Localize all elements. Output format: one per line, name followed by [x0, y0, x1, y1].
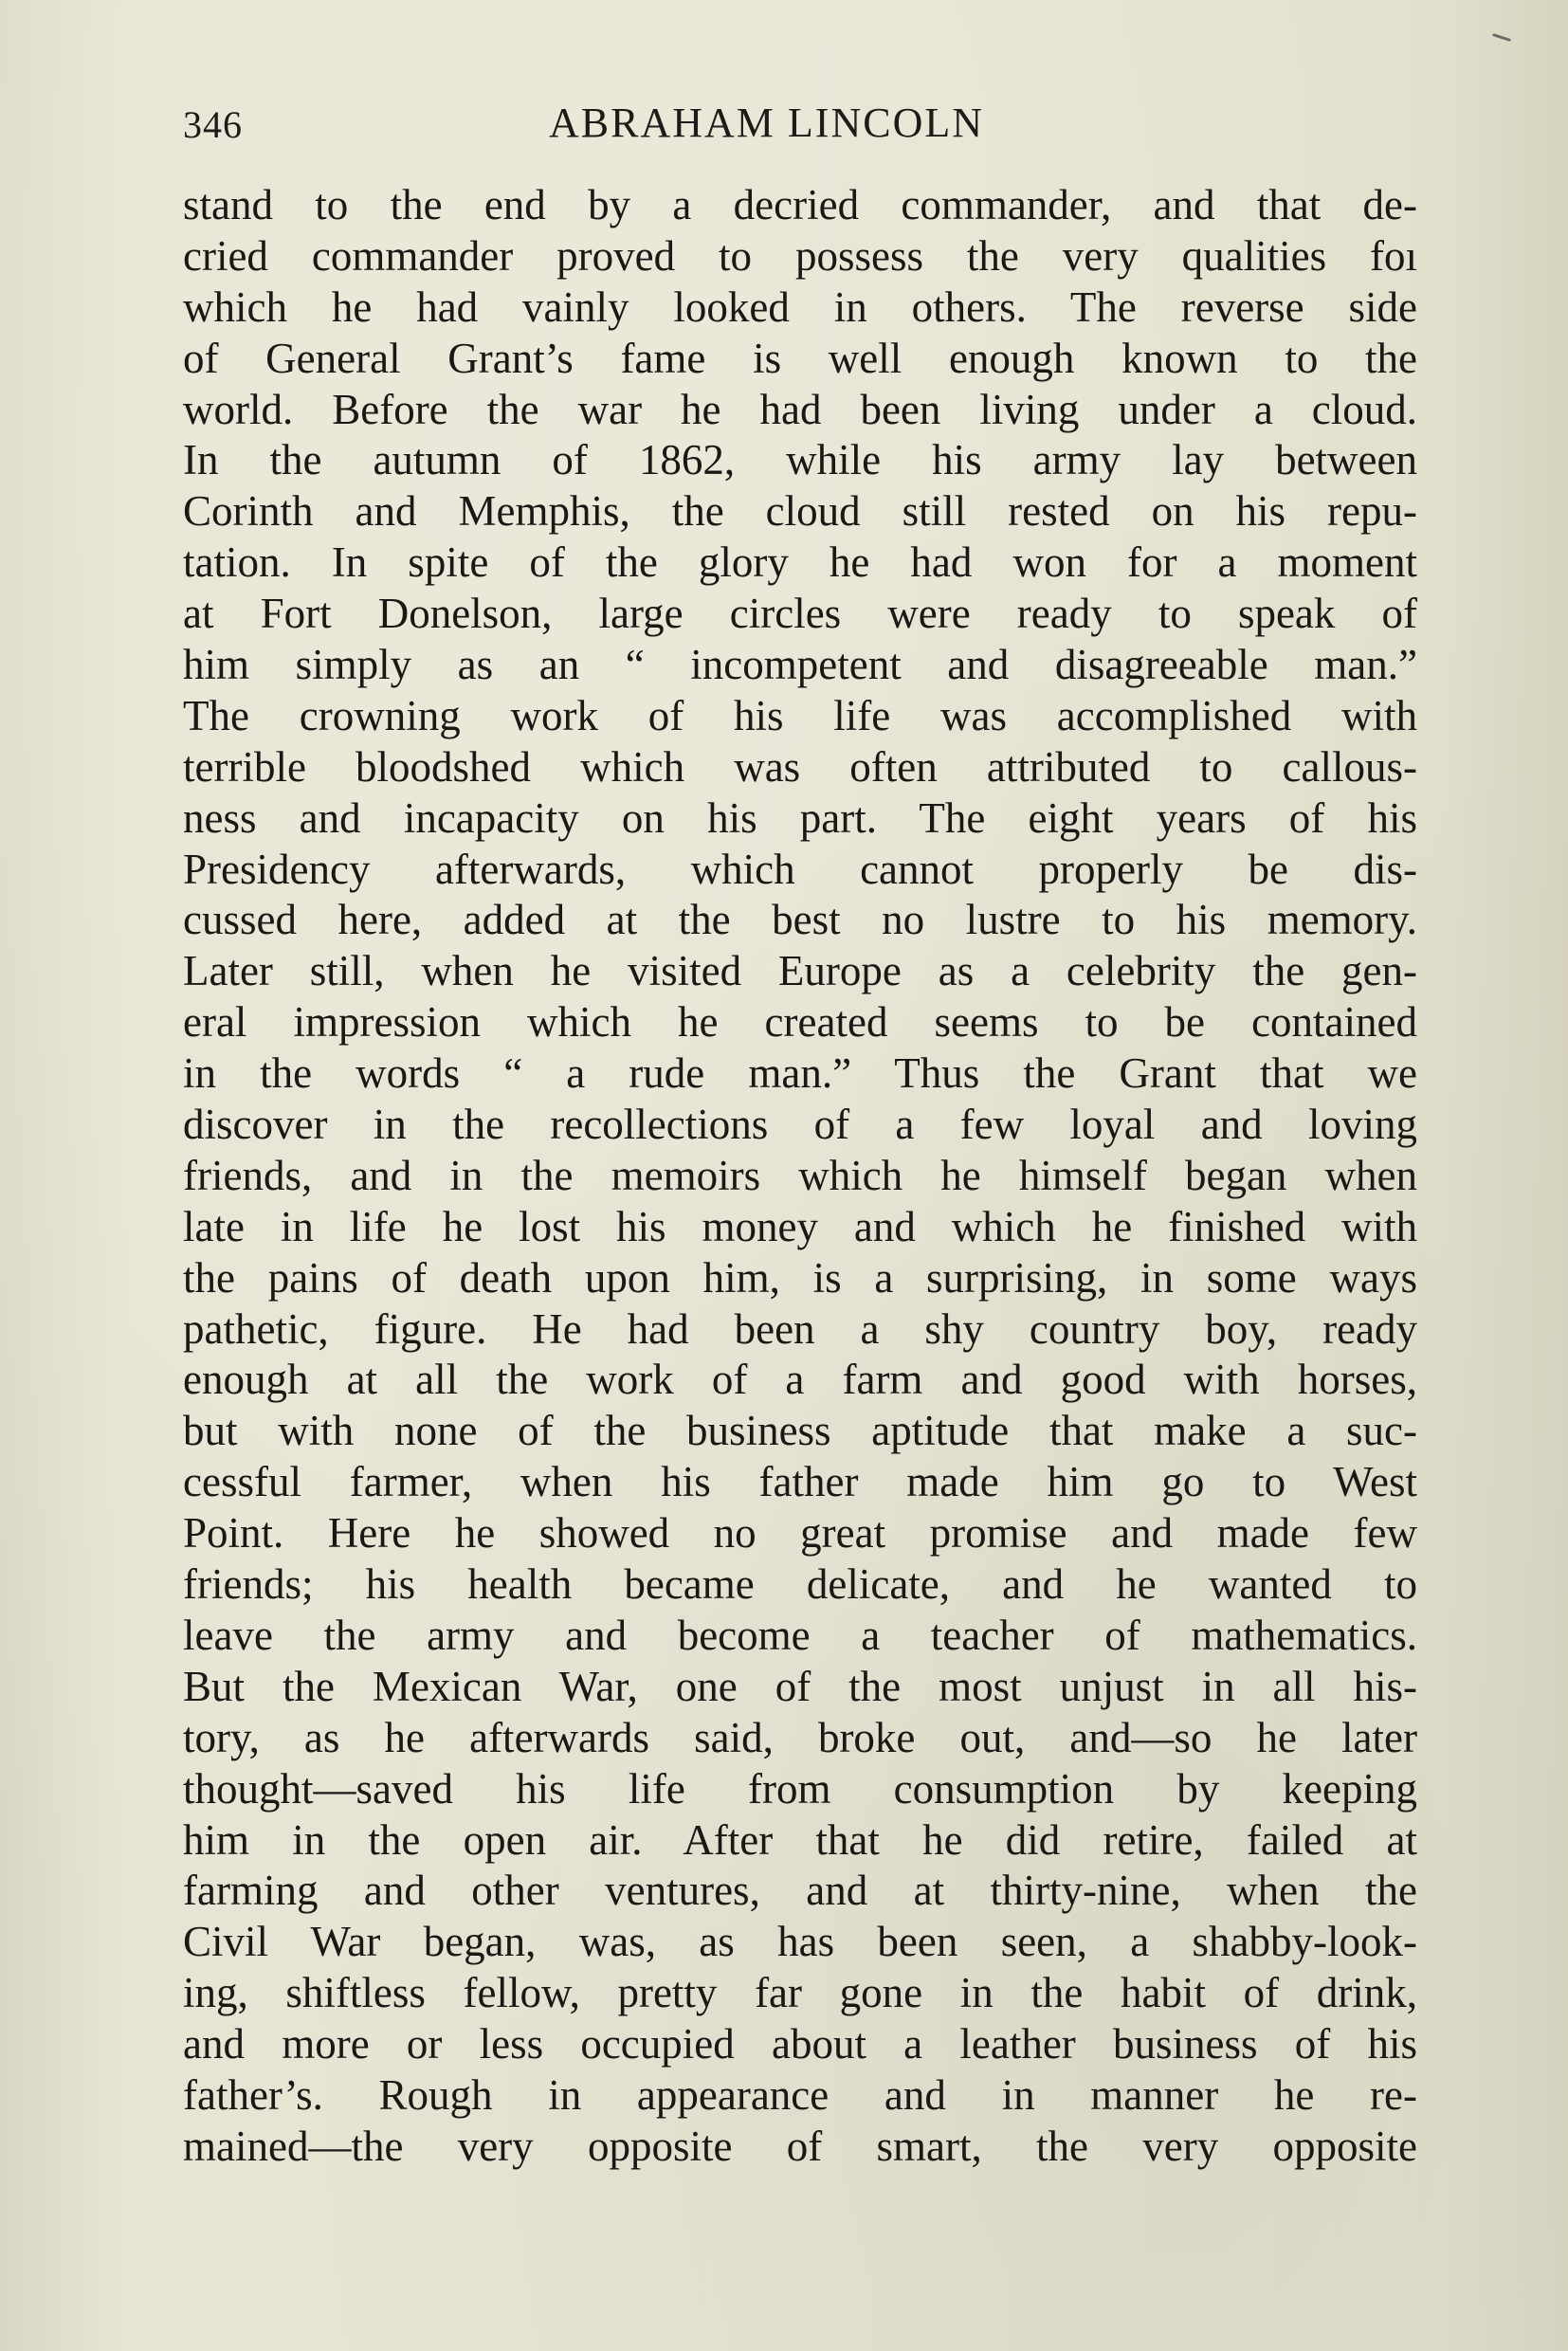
text-line: Presidency afterwards, which cannot properly be dis- [183, 845, 1417, 893]
text-line: Later still, when he visited Europe as a celebrity the gen- [183, 947, 1417, 995]
text-line: father’s. Rough in appearance and in manner he re- [183, 2070, 1417, 2119]
text-line: him simply as an “ incompetent and disagreeable man.” [183, 641, 1417, 689]
text-line: friends, and in the memoirs which he himself began when [183, 1151, 1417, 1199]
text-line: cried commander proved to possess the very qualities foı [183, 231, 1417, 280]
text-line: Point. Here he showed no great promise and made few [183, 1509, 1417, 1558]
text-line: and more or less occupied about a leather business of his [183, 2020, 1417, 2069]
text-line: tation. In spite of the glory he had won for a moment [183, 538, 1417, 587]
text-line: stand to the end by a decried commander, and that de- [183, 181, 1417, 228]
text-line: terrible bloodshed which was often attributed to callous- [183, 742, 1417, 791]
running-title: ABRAHAM LINCOLN [549, 100, 984, 146]
text-line: Corinth and Memphis, the cloud still rested on his repu- [183, 487, 1417, 536]
text-line: pathetic, figure. He had been a shy country boy, ready [183, 1304, 1417, 1353]
text-line: Civil War began, was, as has been seen, a shabby-look- [183, 1918, 1417, 1966]
text-line: mained—the very opposite of smart, the very opposite [183, 2122, 1417, 2170]
text-line: farming and other ventures, and at thirty-nine, when the [183, 1867, 1417, 1915]
text-line: which he had vainly looked in others. The reverse side [183, 282, 1417, 331]
scan-mark [1492, 33, 1511, 42]
text-line: The crowning work of his life was accomplished with [183, 691, 1417, 739]
body-text [183, 180, 1417, 2173]
text-line: enough at all the work of a farm and good with horses, [183, 1356, 1417, 1404]
text-line: ing, shiftless fellow, pretty far gone in the habit of drink, [183, 1969, 1417, 2017]
text-line: But the Mexican War, one of the most unjust in all his- [183, 1662, 1417, 1710]
text-line: eral impression which he created seems to be contained [183, 998, 1417, 1047]
text-line: in the words “ a rude man.” Thus the Grant that we [183, 1049, 1417, 1098]
text-line: of General Grant’s fame is well enough known to the [183, 334, 1417, 382]
text-line: leave the army and become a teacher of mathematics. [183, 1611, 1417, 1659]
text-line: late in life he lost his money and which he finished with [183, 1202, 1417, 1250]
text-line: ness and incapacity on his part. The eight years of his [183, 793, 1417, 842]
text-line: at Fort Donelson, large circles were ready to speak of [183, 590, 1417, 638]
text-line: discover in the recollections of a few loyal and loving [183, 1101, 1417, 1149]
text-line: but with none of the business aptitude that make a suc- [183, 1407, 1417, 1455]
text-line: world. Before the war he had been living under a cloud. [183, 385, 1417, 433]
text-line: friends; his health became delicate, and he wanted to [183, 1560, 1417, 1609]
text-line: In the autumn of 1862, while his army lay between [183, 436, 1417, 484]
running-head [183, 95, 1415, 161]
page-number: 346 [183, 103, 243, 146]
text-line: cessful farmer, when his father made him go to West [183, 1458, 1417, 1506]
text-line: the pains of death upon him, is a surprising, in some ways [183, 1253, 1417, 1302]
text-line: him in the open air. After that he did retire, failed at [183, 1815, 1417, 1864]
text-line: cussed here, added at the best no lustre to his memory. [183, 896, 1417, 944]
text-line: tory, as he afterwards said, broke out, and—so he later [183, 1713, 1417, 1761]
text-line: thought—saved his life from consumption by keeping [183, 1764, 1417, 1813]
